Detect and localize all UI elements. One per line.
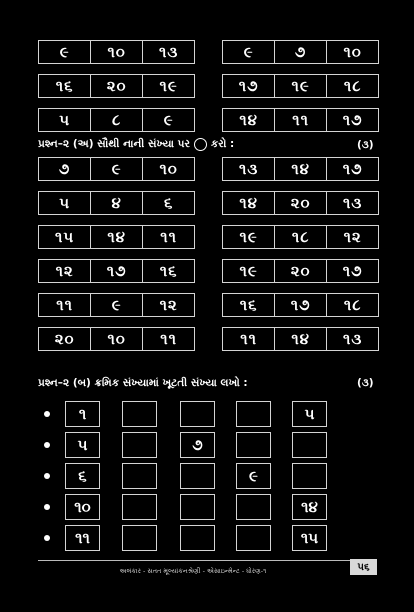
section-a-right-grid bbox=[222, 157, 378, 351]
number-cell[interactable]: ૧૦ bbox=[90, 327, 143, 351]
bullet-icon bbox=[44, 442, 50, 448]
given-number-box[interactable]: ૬ bbox=[65, 463, 100, 489]
number-cell[interactable]: ૭ bbox=[274, 40, 327, 64]
sequence-row bbox=[44, 432, 203, 458]
section-a-heading bbox=[38, 138, 234, 151]
number-cell[interactable]: ૧૦ bbox=[326, 40, 379, 64]
bullet-icon bbox=[44, 473, 50, 479]
blank-answer-box[interactable] bbox=[236, 494, 271, 520]
footer-text: અલંકાર - સતત મૂલ્યાંકનશ્રેણી - એસાઇન્મેન્ટ - ધોરણ-૧ bbox=[119, 567, 267, 575]
given-number-box[interactable]: ૯ bbox=[236, 463, 271, 489]
section-a-left-grid bbox=[38, 157, 194, 351]
section-b-heading: પ્રશ્ન–૨ (બ) ક્રમિક સંખ્યામાં ખૂટતી સંખ્યા લખો : bbox=[38, 377, 248, 389]
number-cell[interactable]: ૧૪ bbox=[274, 327, 327, 351]
given-number-box[interactable]: ૭ bbox=[180, 432, 215, 458]
number-cell[interactable]: ૧૭ bbox=[90, 259, 143, 283]
blank-answer-box[interactable] bbox=[122, 463, 157, 489]
number-cell[interactable]: ૮ bbox=[90, 108, 143, 132]
number-cell[interactable]: ૧૭ bbox=[326, 157, 379, 181]
section-a-label: પ્રશ્ન–૨ (અ) સૌથી નાની સંખ્યા પર bbox=[38, 138, 190, 150]
blank-answer-box[interactable] bbox=[180, 463, 215, 489]
number-cell[interactable]: ૧૧ bbox=[142, 225, 195, 249]
number-cell[interactable]: ૧૨ bbox=[38, 259, 91, 283]
number-cell[interactable]: ૧૩ bbox=[142, 40, 195, 64]
sequence-row bbox=[44, 494, 318, 520]
given-number-box[interactable]: ૫ bbox=[292, 401, 327, 427]
blank-answer-box[interactable] bbox=[122, 494, 157, 520]
blank-answer-box[interactable] bbox=[122, 401, 157, 427]
blank-answer-box[interactable] bbox=[236, 525, 271, 551]
number-cell[interactable]: ૧૩ bbox=[326, 327, 379, 351]
number-cell[interactable]: ૧૬ bbox=[38, 74, 91, 98]
number-cell[interactable]: ૧૧ bbox=[38, 293, 91, 317]
given-number-box[interactable]: ૧૧ bbox=[65, 525, 100, 551]
bullet-icon bbox=[44, 504, 50, 510]
blank-answer-box[interactable] bbox=[122, 432, 157, 458]
blank-answer-box[interactable] bbox=[180, 401, 215, 427]
blank-answer-box[interactable] bbox=[180, 494, 215, 520]
number-cell[interactable]: ૧૩ bbox=[222, 157, 275, 181]
number-cell[interactable]: ૧૭ bbox=[222, 74, 275, 98]
number-cell[interactable]: ૫ bbox=[38, 108, 91, 132]
sequence-row bbox=[44, 463, 258, 489]
number-cell[interactable]: ૧૨ bbox=[326, 225, 379, 249]
blank-answer-box[interactable] bbox=[292, 432, 327, 458]
number-cell[interactable]: ૧૯ bbox=[222, 225, 275, 249]
number-cell[interactable]: ૬ bbox=[142, 191, 195, 215]
number-cell[interactable]: ૧૪ bbox=[222, 191, 275, 215]
number-cell[interactable]: ૭ bbox=[38, 157, 91, 181]
number-cell[interactable]: ૧૦ bbox=[142, 157, 195, 181]
number-cell[interactable]: ૧૭ bbox=[274, 293, 327, 317]
number-cell[interactable]: ૧૭ bbox=[326, 259, 379, 283]
blank-answer-box[interactable] bbox=[236, 401, 271, 427]
given-number-box[interactable]: ૧૫ bbox=[292, 525, 327, 551]
number-cell[interactable]: ૧૮ bbox=[326, 74, 379, 98]
page-number: ૫૬ bbox=[350, 559, 377, 575]
number-cell[interactable]: ૧૭ bbox=[326, 108, 379, 132]
number-cell[interactable]: ૨૦ bbox=[274, 259, 327, 283]
bullet-icon bbox=[44, 535, 50, 541]
sequence-row bbox=[44, 525, 319, 551]
number-cell[interactable]: ૧૧ bbox=[142, 327, 195, 351]
number-cell[interactable]: ૧૬ bbox=[142, 259, 195, 283]
number-cell[interactable]: ૧૪ bbox=[90, 225, 143, 249]
number-cell[interactable]: ૧૨ bbox=[142, 293, 195, 317]
section-b-marks: (૩) bbox=[357, 377, 374, 389]
number-cell[interactable]: ૧૦ bbox=[90, 40, 143, 64]
blank-answer-box[interactable] bbox=[236, 432, 271, 458]
footer-divider bbox=[38, 560, 376, 561]
given-number-box[interactable]: ૧૦ bbox=[65, 494, 100, 520]
number-cell[interactable]: ૧૪ bbox=[274, 157, 327, 181]
section-a-marks: (૩) bbox=[357, 139, 374, 151]
number-cell[interactable]: ૯ bbox=[90, 157, 143, 181]
bullet-icon bbox=[44, 411, 50, 417]
number-cell[interactable]: ૨૦ bbox=[38, 327, 91, 351]
number-cell[interactable]: ૧૧ bbox=[274, 108, 327, 132]
number-cell[interactable]: ૧૧ bbox=[222, 327, 275, 351]
section-a-label-end: કરો : bbox=[210, 138, 235, 150]
number-cell[interactable]: ૨૦ bbox=[90, 74, 143, 98]
given-number-box[interactable]: ૧૪ bbox=[292, 494, 327, 520]
number-cell[interactable]: ૧૯ bbox=[274, 74, 327, 98]
number-cell[interactable]: ૧૫ bbox=[38, 225, 91, 249]
number-cell[interactable]: ૯ bbox=[38, 40, 91, 64]
number-cell[interactable]: ૯ bbox=[90, 293, 143, 317]
number-cell[interactable]: ૧૯ bbox=[222, 259, 275, 283]
circle-icon bbox=[194, 138, 207, 151]
top-left-number-grid bbox=[38, 40, 194, 132]
top-right-number-grid bbox=[222, 40, 378, 132]
given-number-box[interactable]: ૧ bbox=[65, 401, 100, 427]
number-cell[interactable]: ૧૪ bbox=[222, 108, 275, 132]
number-cell[interactable]: ૪ bbox=[90, 191, 143, 215]
number-cell[interactable]: ૨૦ bbox=[274, 191, 327, 215]
blank-answer-box[interactable] bbox=[122, 525, 157, 551]
number-cell[interactable]: ૧૬ bbox=[222, 293, 275, 317]
number-cell[interactable]: ૫ bbox=[38, 191, 91, 215]
number-cell[interactable]: ૧૩ bbox=[326, 191, 379, 215]
number-cell[interactable]: ૯ bbox=[142, 108, 195, 132]
number-cell[interactable]: ૧૯ bbox=[142, 74, 195, 98]
blank-answer-box[interactable] bbox=[180, 525, 215, 551]
number-cell[interactable]: ૧૮ bbox=[326, 293, 379, 317]
number-cell[interactable]: ૯ bbox=[222, 40, 275, 64]
given-number-box[interactable]: ૫ bbox=[65, 432, 100, 458]
blank-answer-box[interactable] bbox=[292, 463, 327, 489]
number-cell[interactable]: ૧૮ bbox=[274, 225, 327, 249]
sequence-row bbox=[44, 401, 315, 427]
